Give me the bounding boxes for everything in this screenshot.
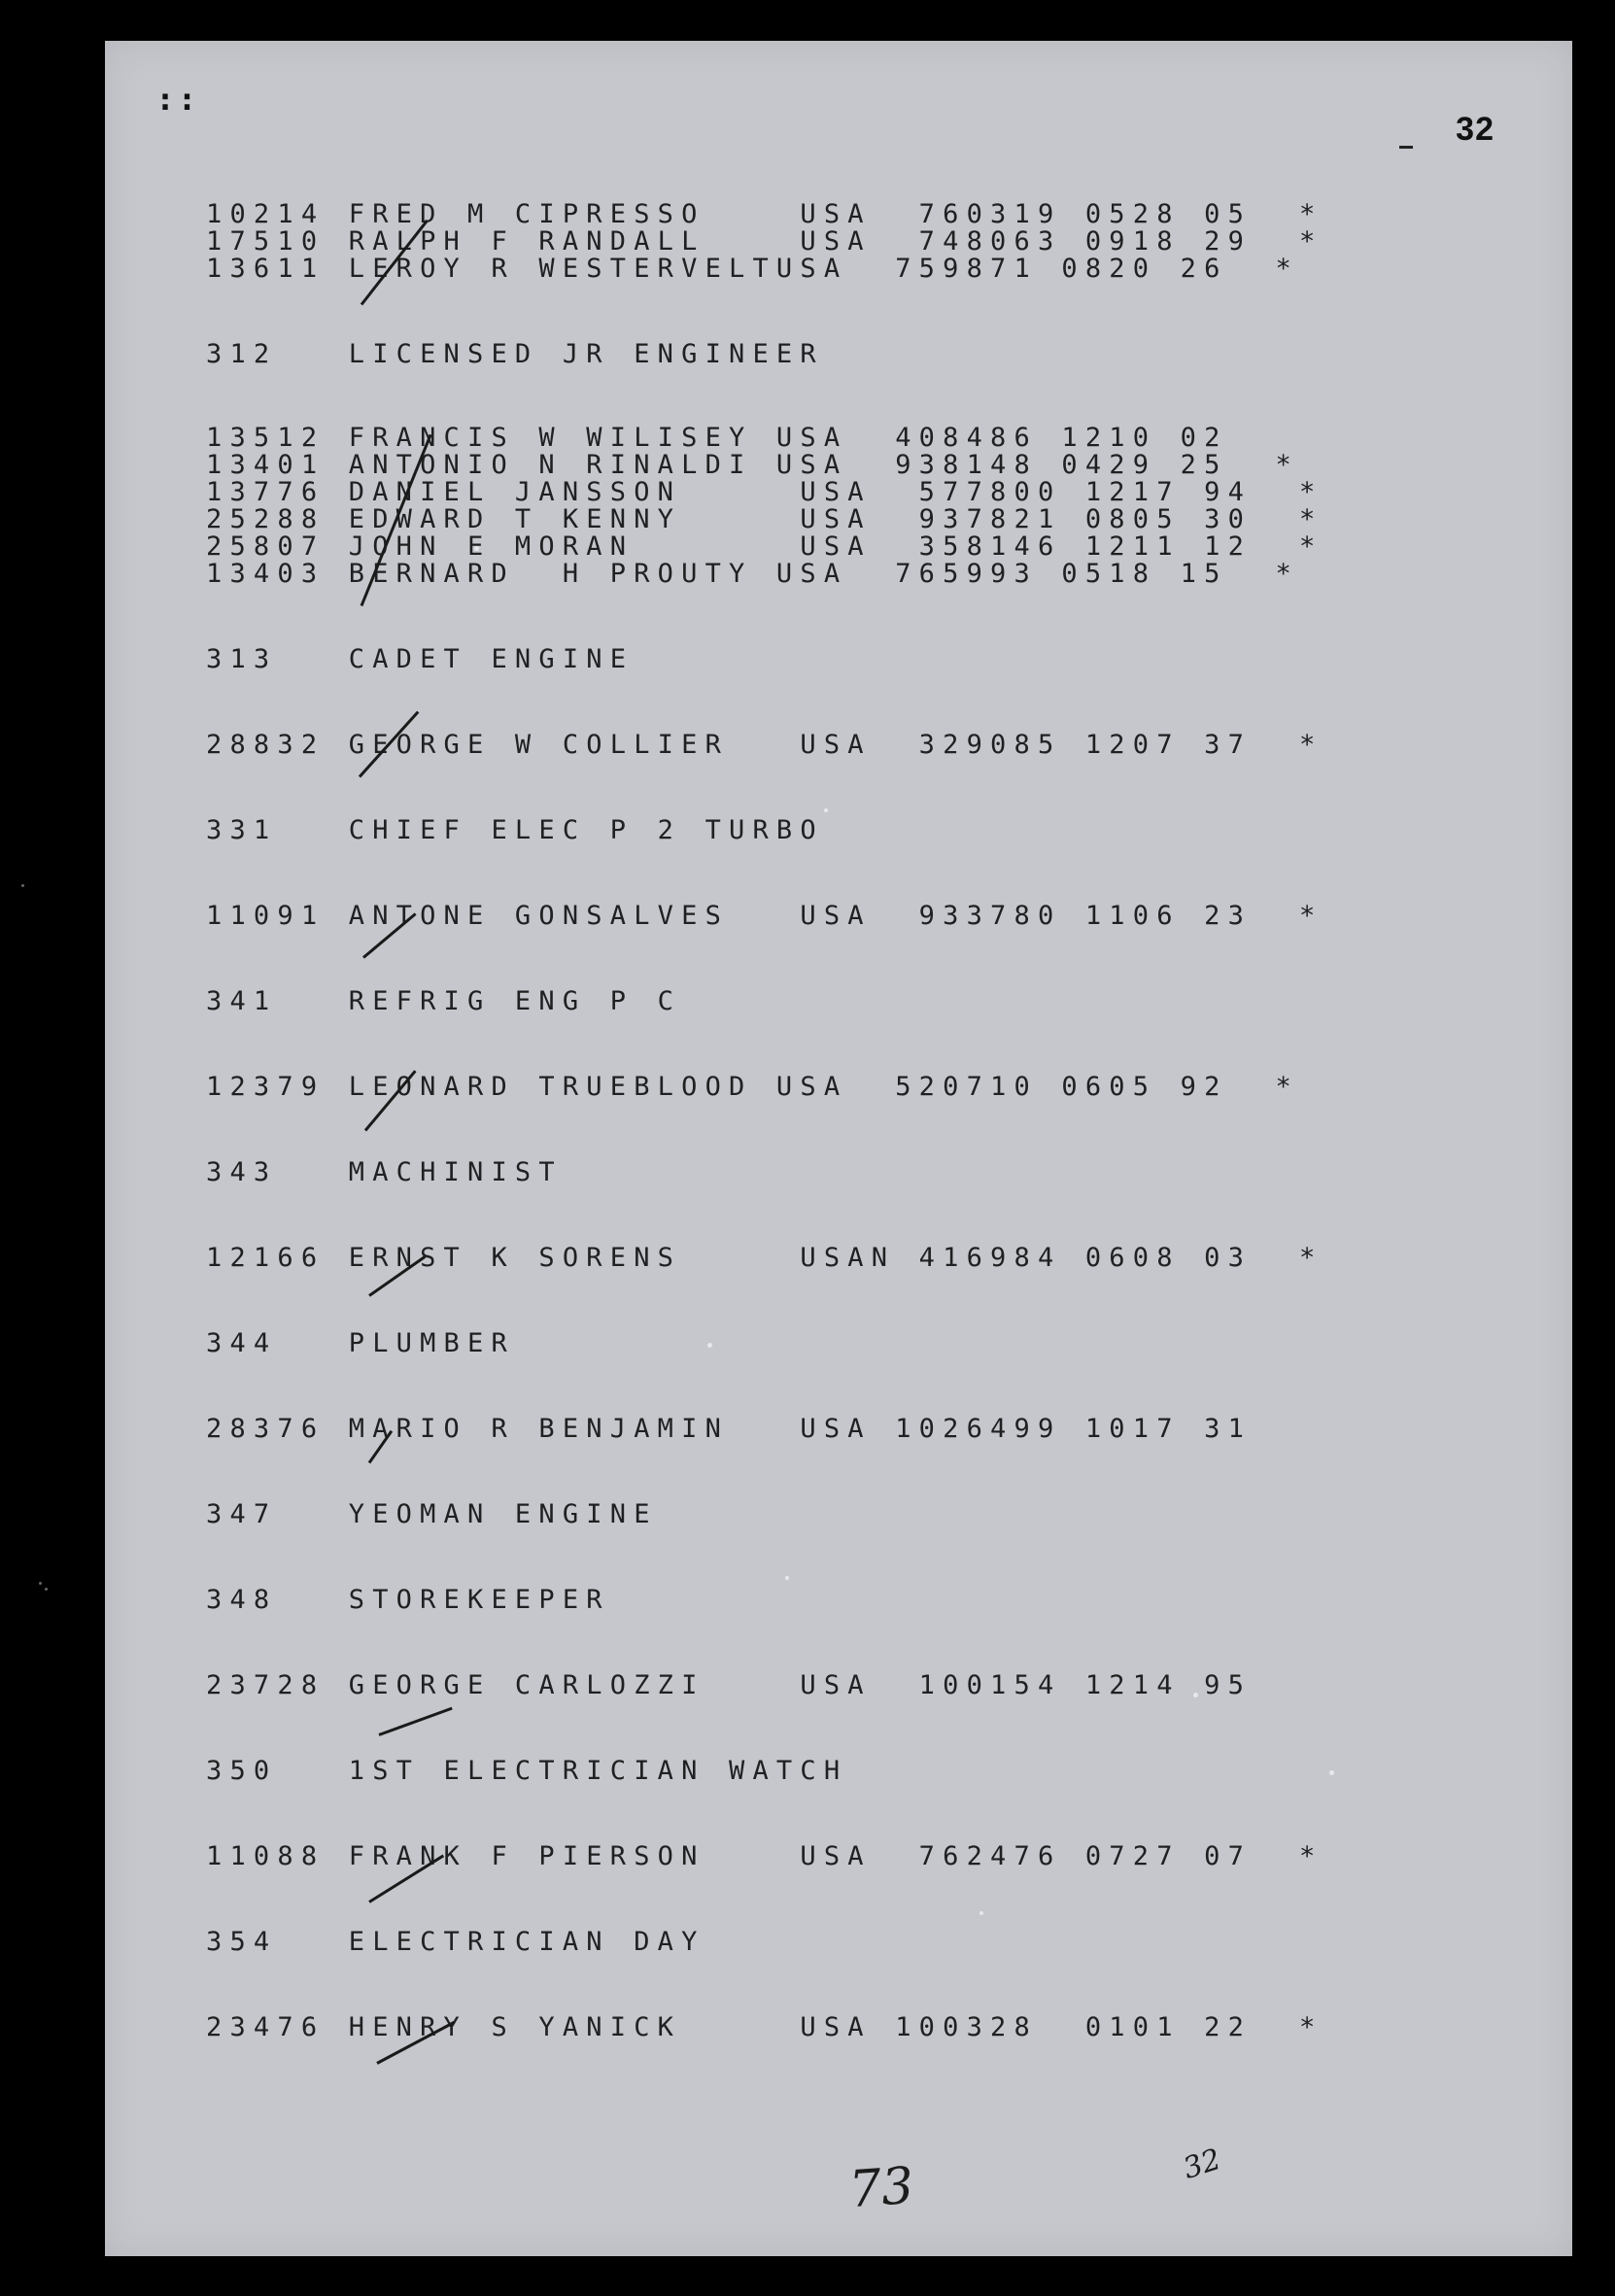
- document-page: [105, 41, 1572, 2256]
- top-marks: : :: [159, 84, 193, 118]
- roster-row: 28832 GEORGE W COLLIER USA 329085 1207 37 *: [206, 730, 1323, 760]
- check-mark: [378, 1707, 452, 1736]
- section-heading: 344 PLUMBER: [206, 1328, 515, 1358]
- paper-speck: [707, 1343, 712, 1348]
- roster-row: 13401 ANTONIO N RINALDI USA 938148 0429 25 *: [206, 450, 1299, 480]
- paper-speck: [1329, 1770, 1334, 1775]
- roster-row: 13776 DANIEL JANSSON USA 577800 1217 94 *: [206, 477, 1323, 507]
- roster-row: 10214 FRED M CIPRESSO USA 760319 0528 05 *: [206, 199, 1323, 229]
- roster-row: 13403 BERNARD H PROUTY USA 765993 0518 15 *: [206, 559, 1299, 589]
- handwritten-number: 73: [846, 2156, 916, 2220]
- paper-speck: [785, 1576, 789, 1580]
- section-heading: 331 CHIEF ELEC P 2 TURBO: [206, 815, 824, 845]
- section-heading: 350 1ST ELECTRICIAN WATCH: [206, 1756, 848, 1786]
- roster-row: 28376 MARIO R BENJAMIN USA 1026499 1017 31: [206, 1414, 1253, 1444]
- section-heading: 341 REFRIG ENG P C: [206, 986, 682, 1016]
- margin-speck: [39, 1582, 42, 1585]
- section-heading: 313 CADET ENGINE: [206, 644, 635, 674]
- page-number: 32: [1456, 111, 1495, 148]
- section-heading: 312 LICENSED JR ENGINEER: [206, 339, 824, 369]
- roster-row: 13512 FRANCIS W WILISEY USA 408486 1210 02: [206, 423, 1228, 453]
- roster-row: 12166 ERNST K SORENS USAN 416984 0608 03 *: [206, 1243, 1323, 1273]
- roster-row: 11091 ANTONE GONSALVES USA 933780 1106 23 *: [206, 901, 1323, 931]
- paper-speck: [979, 1911, 983, 1915]
- roster-row: 23476 HENRY S YANICK USA 100328 0101 22 *: [206, 2012, 1323, 2042]
- section-heading: 347 YEOMAN ENGINE: [206, 1499, 658, 1529]
- dash-mark: [1399, 146, 1413, 149]
- roster-row: 25807 JOHN E MORAN USA 358146 1211 12 *: [206, 531, 1323, 562]
- paper-speck: [824, 808, 828, 812]
- section-heading: 354 ELECTRICIAN DAY: [206, 1927, 705, 1957]
- handwritten-number: 32: [1179, 2142, 1225, 2187]
- margin-speck: [45, 1588, 48, 1591]
- section-heading: 348 STOREKEEPER: [206, 1585, 610, 1615]
- section-heading: 343 MACHINIST: [206, 1157, 563, 1187]
- roster-row: 17510 RALPH F RANDALL USA 748063 0918 29 *: [206, 226, 1323, 257]
- roster-row: 11088 FRANK F PIERSON USA 762476 0727 07 *: [206, 1841, 1323, 1871]
- roster-row: 25288 EDWARD T KENNY USA 937821 0805 30 *: [206, 504, 1323, 534]
- roster-row: 12379 LEONARD TRUEBLOOD USA 520710 0605 92 *: [206, 1072, 1299, 1102]
- roster-row: 23728 GEORGE CARLOZZI USA 100154 1214 95: [206, 1670, 1253, 1700]
- margin-speck: [21, 884, 24, 887]
- roster-row: 13611 LEROY R WESTERVELTUSA 759871 0820 26 *: [206, 254, 1299, 284]
